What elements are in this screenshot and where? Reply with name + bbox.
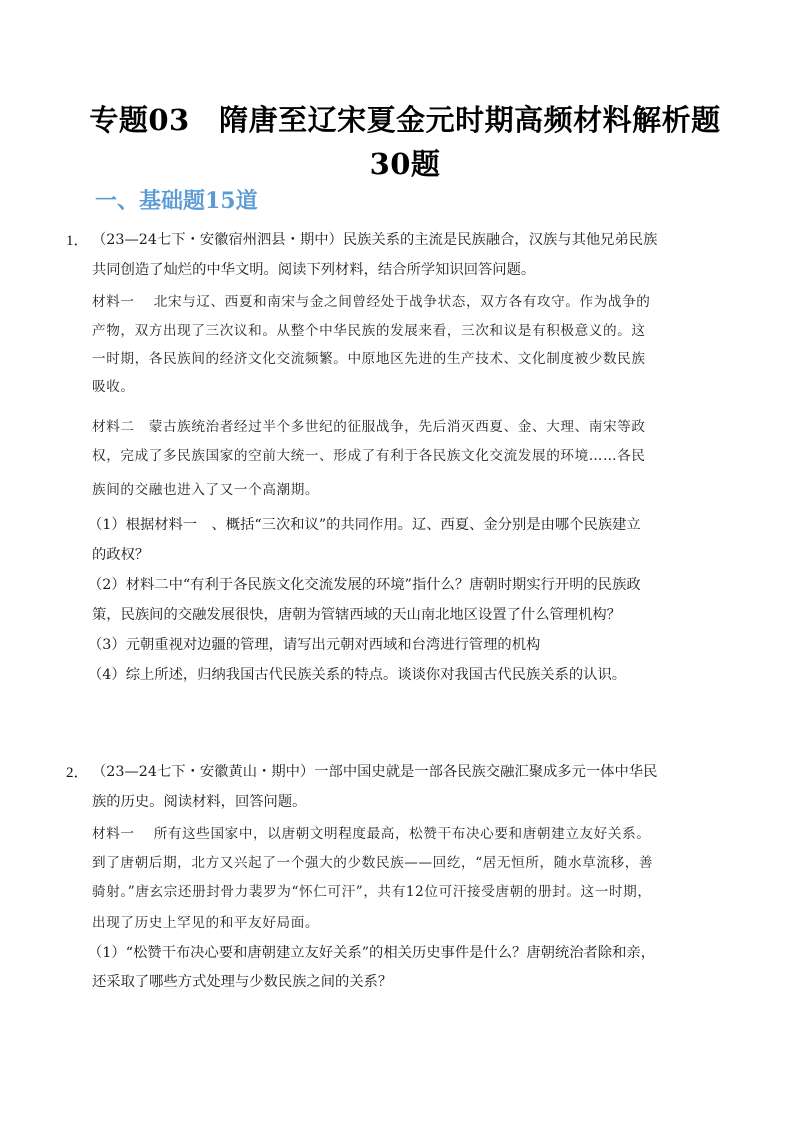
question-number: 1． <box>66 233 89 249</box>
sub-question-1: 的政权？ <box>92 547 150 563</box>
material-line: 吸收。 <box>92 379 135 395</box>
question-number: 2． <box>66 765 89 781</box>
material-line: 一时期，各民族间的经济文化交流频繁。中原地区先进的生产技术、文化制度被少数民族 <box>92 351 646 367</box>
question-intro-line: 族的历史。阅读材料，回答问题。 <box>92 794 307 810</box>
question-intro-line: 共同创造了灿烂的中华文明。阅读下列材料，结合所学知识回答问题。 <box>92 262 536 278</box>
sub-question-1: （1）“松赞干布决心要和唐朝建立友好关系”的相关历史事件是什么？唐朝统治者除和亲， <box>88 945 655 961</box>
document-title-line-2: 30题 <box>369 147 441 181</box>
sub-question-2: 策，民族间的交融发展很快，唐朝为管辖西域的天山南北地区设置了什么管理机构？ <box>92 607 621 623</box>
material-line: 产物，双方出现了三次议和。从整个中华民族的发展来看，三次和议是有积极意义的。这 <box>92 323 646 339</box>
sub-question-2: （2）材料二中“有利于各民族文化交流发展的环境”指什么？唐朝时期实行开明的民族政 <box>88 577 641 593</box>
sub-question-3: （3）元朝重视对边疆的管理，请写出元朝对西域和台湾进行管理的机构 <box>88 637 541 653</box>
material-line: 到了唐朝后期，北方又兴起了一个强大的少数民族——回纥，“居无恒所，随水草流移，善 <box>92 855 654 871</box>
material-line: 族间的交融也进入了又一个高潮期。 <box>92 482 320 498</box>
section-heading: 一、基础题15道 <box>95 188 258 214</box>
material-line: 出现了历史上罕见的和平友好局面。 <box>92 915 320 931</box>
material-line: 材料一 所有这些国家中，以唐朝文明程度最高，松赞干布决心要和唐朝建立友好关系。 <box>92 826 651 842</box>
material-line: 骑射。”唐玄宗还册封骨力裴罗为“怀仁可汗”，共有12位可汗接受唐朝的册封。这一时期， <box>92 884 652 900</box>
sub-question-1: 还采取了哪些方式处理与少数民族之间的关系？ <box>92 974 393 990</box>
sub-question-1: （1）根据材料一 、概括“三次和议”的共同作用。辽、西夏、金分别是由哪个民族建立 <box>88 517 641 533</box>
document-title-line-1: 专题03 隋唐至辽宋夏金元时期高频材料解析题 <box>89 103 721 137</box>
sub-question-4: （4）综上所述，归纳我国古代民族关系的特点。谈谈你对我国古代民族关系的认识。 <box>88 667 627 683</box>
material-line: 材料二 蒙古族统治者经过半个多世纪的征服战争，先后消灭西夏、金、大理、南宋等政 <box>92 419 646 435</box>
material-line: 权，完成了多民族国家的空前大统一、形成了有利于各民族文化交流发展的环境……各民 <box>92 448 646 464</box>
material-line: 材料一 北宋与辽、西夏和南宋与金之间曾经处于战争状态，双方各有攻守。作为战争的 <box>92 294 651 310</box>
question-intro-line: （23—24七下・安徽黄山・期中）一部中国史就是一部各民族交融汇聚成多元一体中华民 <box>92 764 658 780</box>
question-intro-line: （23—24七下・安徽宿州泗县・期中）民族关系的主流是民族融合，汉族与其他兄弟民族 <box>92 232 658 248</box>
